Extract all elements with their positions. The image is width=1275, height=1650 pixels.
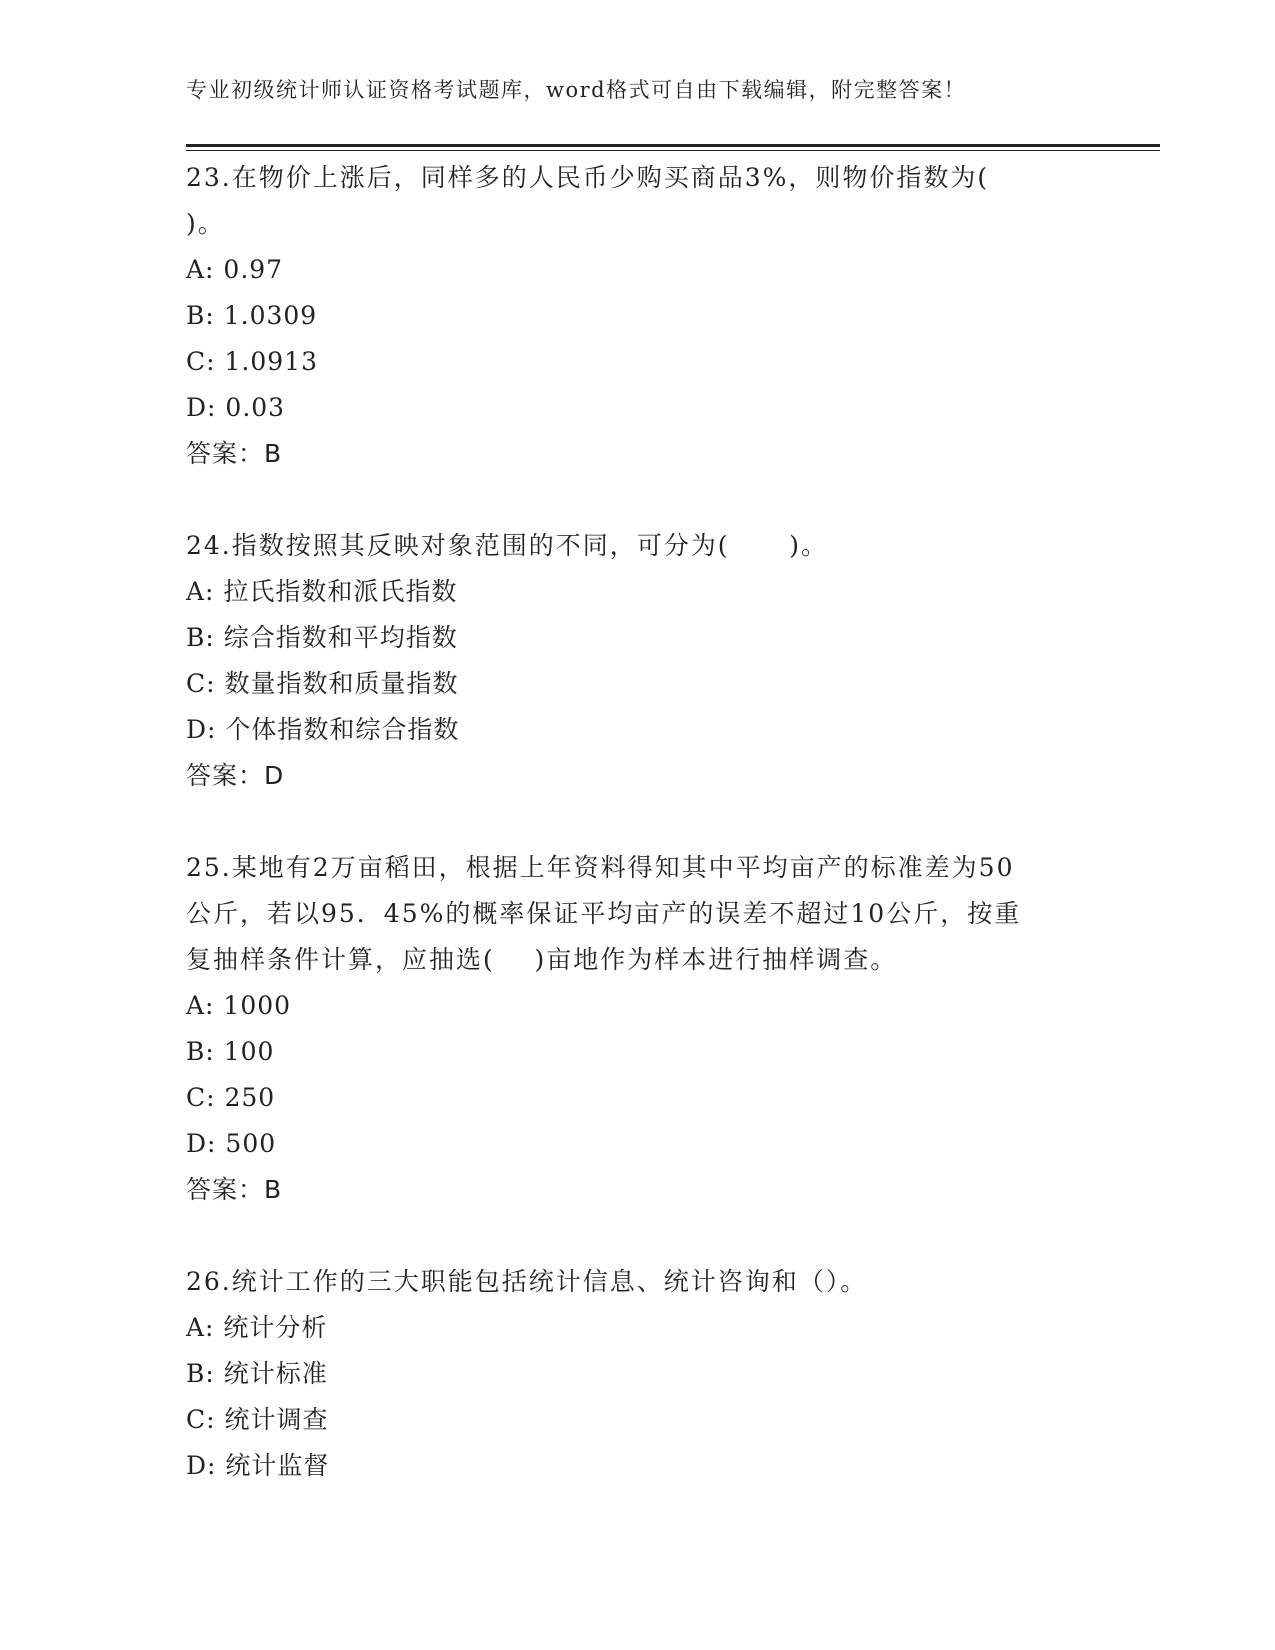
question-stem: 26.统计工作的三大职能包括统计信息、统计咨询和（）。 [186, 1267, 868, 1296]
option-b: B: 统计标准 [186, 1359, 328, 1388]
option-c: C: 1.0913 [186, 347, 318, 376]
question-26 [186, 1259, 1086, 1489]
question-stem: 复抽样条件计算，应抽选( )亩地作为样本进行抽样调查。 [186, 945, 898, 974]
answer-label: 答案：D [186, 761, 285, 790]
option-a: A: 0.97 [186, 255, 284, 284]
question-spacer [186, 1213, 1086, 1259]
question-spacer [186, 477, 1086, 523]
option-c: C: 250 [186, 1083, 276, 1112]
question-spacer [186, 799, 1086, 845]
question-25 [186, 845, 1086, 1259]
page-header: 专业初级统计师认证资格考试题库，word格式可自由下载编辑，附完整答案！ [186, 78, 967, 102]
question-24 [186, 523, 1086, 845]
option-a: A: 拉氏指数和派氏指数 [186, 577, 458, 606]
option-d: D: 0.03 [186, 393, 286, 422]
option-c: C: 统计调查 [186, 1405, 329, 1434]
header-rule-thin [186, 150, 1160, 151]
question-stem: 23.在物价上涨后，同样多的人民币少购买商品3%，则物价指数为( [186, 163, 990, 192]
question-stem: 25.某地有2万亩稻田，根据上年资料得知其中平均亩产的标准差为50 [186, 853, 1015, 882]
option-b: B: 综合指数和平均指数 [186, 623, 458, 652]
question-stem: 24.指数按照其反映对象范围的不同，可分为( )。 [186, 531, 828, 560]
option-b: B: 100 [186, 1037, 275, 1066]
option-b: B: 1.0309 [186, 301, 318, 330]
option-d: D: 统计监督 [186, 1451, 330, 1480]
option-a: A: 统计分析 [186, 1313, 328, 1342]
option-d: D: 500 [186, 1129, 277, 1158]
option-c: C: 数量指数和质量指数 [186, 669, 459, 698]
option-d: D: 个体指数和综合指数 [186, 715, 460, 744]
option-a: A: 1000 [186, 991, 292, 1020]
header-rule [186, 144, 1160, 147]
question-stem: 公斤，若以95．45%的概率保证平均亩产的误差不超过10公斤，按重 [186, 899, 1022, 928]
question-list [186, 155, 1086, 1489]
question-stem: )。 [186, 209, 225, 238]
question-23 [186, 155, 1086, 523]
answer-label: 答案：B [186, 439, 283, 468]
answer-label: 答案：B [186, 1175, 283, 1204]
